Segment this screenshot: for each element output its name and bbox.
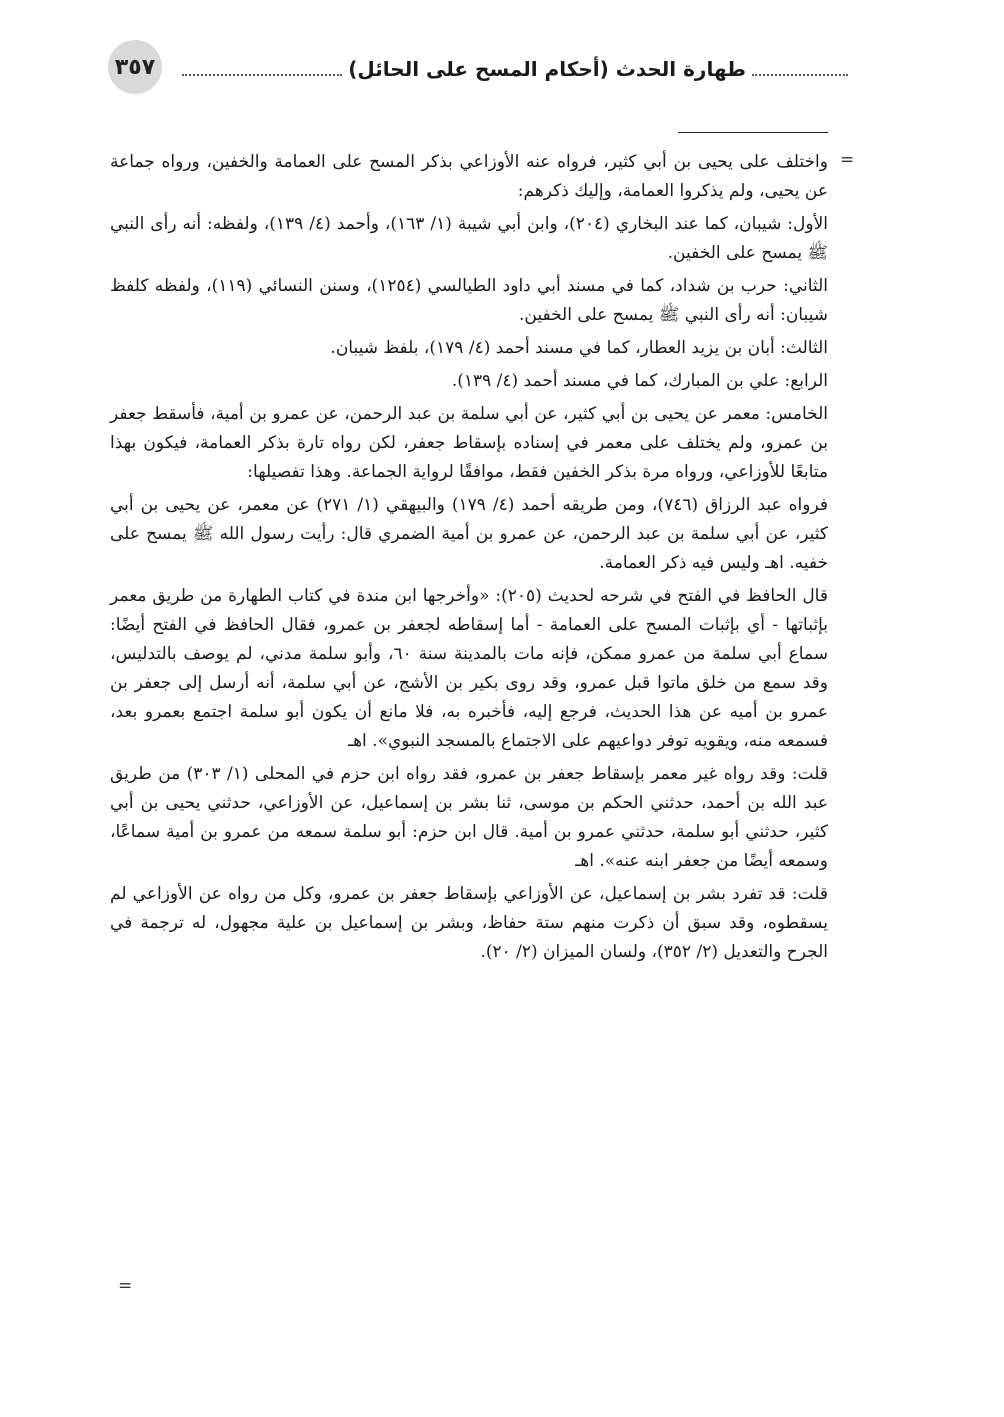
page-header <box>108 40 848 100</box>
paragraph-fourth: الرابع: علي بن المبارك، كما في مسند أحمد (٤/ ١٣٩). <box>451 371 828 391</box>
paragraph-second: الثاني: حرب بن شداد، كما في مسند أبي داود الطيالسي (١٢٥٤)، وسنن النسائي (١١٩)، ولفظه كلفظ شيبان: أنه رأى النبي ﷺ يمسح على الخفين. <box>110 276 828 325</box>
running-title: طهارة الحدث (أحكام المسح على الحائل) <box>348 57 746 81</box>
paragraph-qultu-1: قلت: وقد رواه غير معمر بإسقاط جعفر بن عمرو، فقد رواه ابن حزم في المحلى (١/ ٣٠٣) من طريق عبد الله بن أحمد، حدثني الحكم بن موسى، ثنا بشر بن إسماعيل، عن الأوزاعي، حدثني يحيى بن أبي كثير، حدثني أبو سلمة، حدثني عمرو بن أمية. قال ابن حزم: أبو سلمة سمعه من عمرو بن أمية سماعًا، وسمعه أيضًا من جعفر ابنه عنه». اهـ <box>110 764 828 871</box>
paragraph-qultu-2: قلت: قد تفرد بشر بن إسماعيل، عن الأوزاعي بإسقاط جعفر بن عمرو، وكل من رواه عن الأوزاعي لم يسقطوه، وقد سبق أن ذكرت منهم ستة حفاظ، وبشر بن إسماعيل بن علية مجهول، له ترجمة في الجرح والتعديل (٢/ ٣٥٢)، ولسان الميزان (٢/ ٢٠). <box>110 884 828 962</box>
paragraph-first: الأول: شيبان، كما عند البخاري (٢٠٤)، وابن أبي شيبة (١/ ١٦٣)، وأحمد (٤/ ١٣٩)، ولفظه: أنه رأى النبي ﷺ يمسح على الخفين. <box>110 214 828 263</box>
paragraph-hafiz-quote: قال الحافظ في الفتح في شرحه لحديث (٢٠٥): «وأخرجها ابن مندة في كتاب الطهارة من طريق معمر بإثباتها - أي بإثبات المسح على العمامة - أما إسقاطه لجعفر بن عمرو، فقال الحافظ في الفتح أيضًا: سماع أبي سلمة من عمرو ممكن، فإنه مات بالمدينة سنة ٦٠، وأبو سلمة مدني، لم يوصف بالتدليس، وقد سمع من خلق ماتوا قبل عمرو، وقد روى بكير بن الأشج، عن أبي سلمة، أنه أرسل إلى جعفر بن عمرو بن أميه عن هذا الحديث، فرجع إليه، فأخبره به، فلا مانع أن يكون أبو سلمة اجتمع بعمرو بعد، فسمعه منه، ويقويه توفر دواعيهم على الاجتماع بالمسجد النبوي». اهـ <box>110 586 828 751</box>
dotted-leader-left <box>182 62 342 76</box>
running-title-bar <box>182 52 848 86</box>
continuation-mark-end: = <box>118 1276 133 1296</box>
paragraph-intro: واختلف على يحيى بن أبي كثير، فرواه عنه الأوزاعي بذكر المسح على العمامة والخفين، ورواه جماعة عن يحيى، ولم يذكروا العمامة، وإليك ذكرهم: <box>110 152 828 201</box>
continuation-mark-start: = <box>840 150 855 170</box>
footnote-body <box>110 148 828 971</box>
paragraph-fifth: الخامس: معمر عن يحيى بن أبي كثير، عن أبي سلمة بن عبد الرحمن، عن عمرو بن أمية، فأسقط جعفر بن عمرو، ولم يختلف على معمر في إسناده بإسقاط جعفر، لكن رواه تارة بذكر العمامة، فيكون بهذا متابعًا للأوزاعي، ورواه مرة بذكر الخفين فقط، موافقًا لرواية الجماعة. وهذا تفصيلها: <box>110 404 828 482</box>
dotted-leader-right <box>752 62 848 76</box>
page-number: ٣٥٧ <box>108 40 162 94</box>
footnote-separator-rule <box>678 132 828 133</box>
paragraph-abdulrazzaq: فرواه عبد الرزاق (٧٤٦)، ومن طريقه أحمد (٤/ ١٧٩) والبيهقي (١/ ٢٧١) عن معمر، عن يحيى بن أبي كثير، عن أبي سلمة بن عبد الرحمن، عن عمرو بن أمية الضمري قال: رأيت رسول الله ﷺ يمسح على خفيه. اهـ وليس فيه ذكر العمامة. <box>110 495 829 573</box>
paragraph-third: الثالث: أبان بن يزيد العطار، كما في مسند أحمد (٤/ ١٧٩)، بلفظ شيبان. <box>330 338 828 358</box>
